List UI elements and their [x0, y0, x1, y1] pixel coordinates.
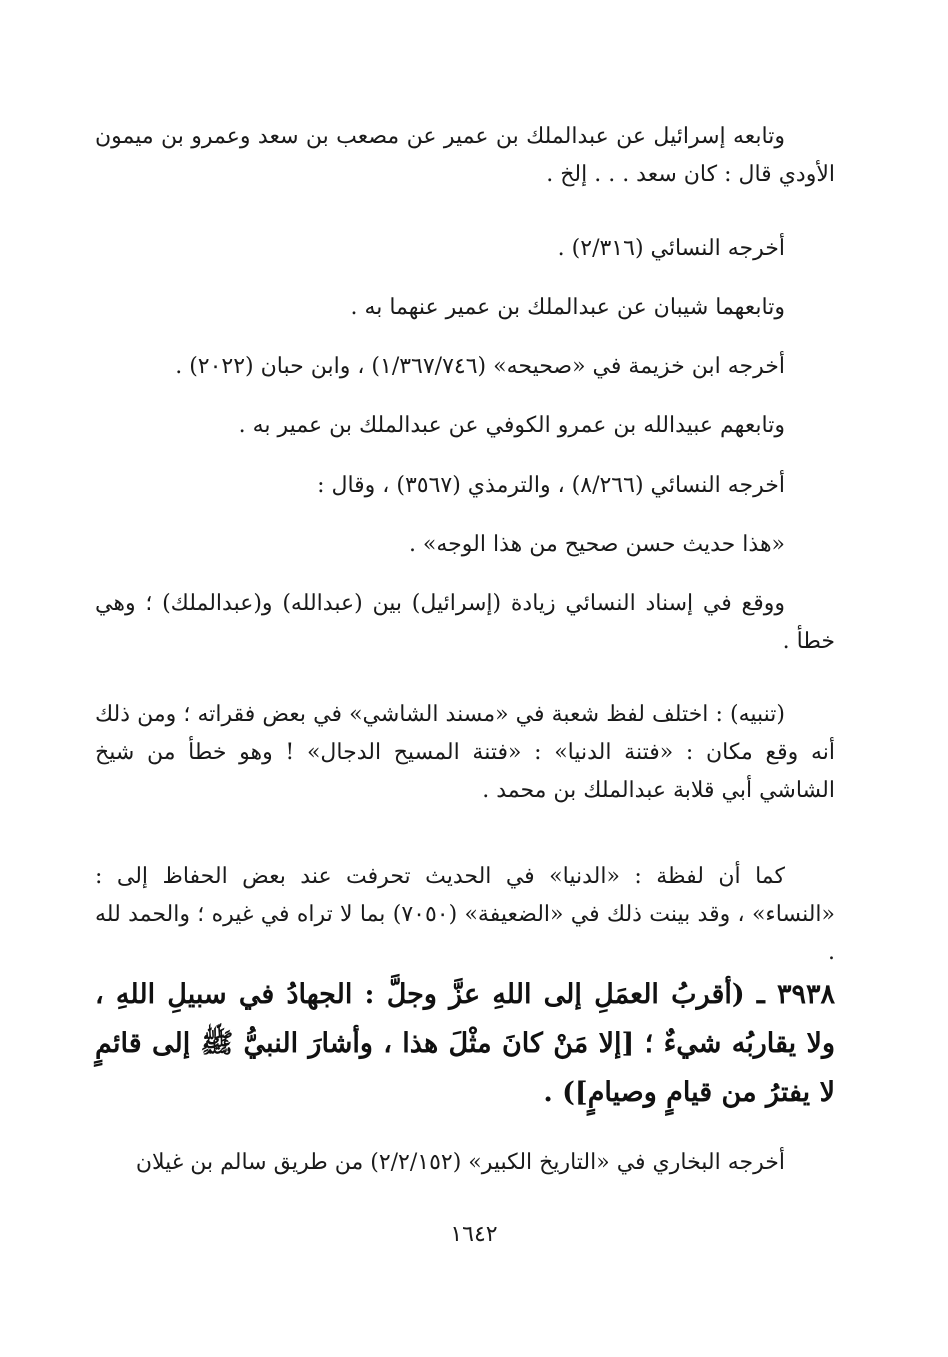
page-number: ١٦٤٢	[450, 1222, 498, 1247]
hadith-heading: ٣٩٣٨ ـ (أقربُ العمَلِ إلى اللهِ عزَّ وجلَّ : الجهادُ في سبيلِ اللهِ ، ولا يقاربُه شيءٌ ؛ [إلا مَنْ كانَ مثْلَ هذا ، وأشارَ النبيُّ ﷺ إلى قائمٍ لا يفترُ من قيامٍ وصيامٍ]) .	[95, 979, 835, 1108]
paragraph-4: أخرجه ابن خزيمة في «صحيحه» (١/٣٦٧/٧٤٦) ، وابن حبان (٢٠٢٢) .	[175, 354, 785, 379]
book-page	[95, 112, 835, 1312]
paragraph-5: وتابعهم عبيدالله بن عمرو الكوفي عن عبدالملك بن عمير به .	[238, 413, 785, 438]
paragraph-8: ووقع في إسناد النسائي زيادة (إسرائيل) بين (عبدالله) و(عبدالملك) ؛ وهي خطأ .	[95, 591, 835, 654]
paragraph-9: (تنبيه) : اختلف لفظ شعبة في «مسند الشاشي» في بعض فقراته ؛ ومن ذلك أنه وقع مكان : «فتنة الدنيا» : «فتنة المسيح الدجال» ! وهو خطأ من شيخ الشاشي أبي قلابة عبدالملك بن محمد .	[95, 702, 835, 803]
paragraph-6: أخرجه النسائي (٨/٢٦٦) ، والترمذي (٣٥٦٧) ، وقال :	[317, 473, 785, 498]
paragraph-10: كما أن لفظة : «الدنيا» في الحديث تحرفت عند بعض الحفاظ إلى : «النساء» ، وقد بينت ذلك في «الضعيفة» (٧٠٥٠) بما لا تراه في غيره ؛ والحمد لله .	[95, 864, 835, 965]
paragraph-2: أخرجه النسائي (٢/٣١٦) .	[557, 236, 785, 261]
paragraph-7: «هذا حديث حسن صحيح من هذا الوجه» .	[408, 532, 785, 557]
paragraph-3: وتابعهما شيبان عن عبدالملك بن عمير عنهما به .	[350, 295, 785, 320]
paragraph-1: وتابعه إسرائيل عن عبدالملك بن عمير عن مصعب بن سعد وعمرو بن ميمون الأودي قال : كان سعد . . . إلخ .	[95, 124, 835, 187]
paragraph-last: أخرجه البخاري في «التاريخ الكبير» (٢/٢/١٥٢) من طريق سالم بن غيلان	[135, 1150, 785, 1175]
